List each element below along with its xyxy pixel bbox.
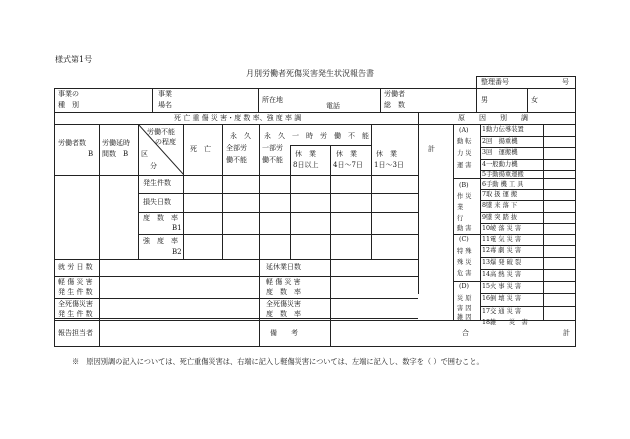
workers-label-1: 労働者 xyxy=(384,90,405,98)
all-casualty-count-1: 全死傷災害 xyxy=(58,300,93,308)
grand-total-label-a: 合 xyxy=(462,329,469,337)
group-a-label: (A) xyxy=(459,127,469,134)
leave-1-label: 休 業 xyxy=(376,150,397,158)
cause-item: 12毒 劇 災 害 xyxy=(482,247,522,254)
reporter-label: 報告担当者 xyxy=(58,329,93,337)
perm-partial-1: 永 久 xyxy=(264,132,285,140)
cause-item: 15火 事 災 害 xyxy=(482,283,522,290)
group-c-label: (C) xyxy=(459,236,469,243)
report-title: 月別労働者死傷災害発生状況報告書 xyxy=(246,69,374,78)
cause-item: 6手動 機 工 具 xyxy=(482,181,524,188)
group-b-text-1: 作 災 xyxy=(457,193,472,200)
footnote: ※ 原因別調の記入については、死亡重傷災害は、右端に記入し軽傷災害については、左端に記入し、数字を（ ）で囲むこと。 xyxy=(72,357,484,366)
perm-total-2: 全部労 xyxy=(226,144,247,152)
lost-days-label: 損失日数 xyxy=(143,198,171,206)
cause-item: 14高 熱 災 害 xyxy=(482,271,522,278)
cause-item: 2回 揚重機 xyxy=(482,138,518,145)
disability-degree-2: の程度 xyxy=(155,138,176,146)
male-label: 男 xyxy=(481,96,488,104)
severity-rate-unit: B2 xyxy=(172,248,182,256)
category-label-2: 分 xyxy=(150,162,157,170)
perm-partial-2: 一部労 xyxy=(262,144,283,152)
death-header: 死 亡 xyxy=(190,145,211,153)
cause-item: 10崚 落 災 害 xyxy=(482,225,522,232)
cause-item: 17交 通 災 害 xyxy=(482,308,522,315)
serial-number-label: 整理番号 xyxy=(481,78,509,86)
leave-8-label: 休 業 xyxy=(295,150,316,158)
address-label: 所在地 xyxy=(262,96,283,104)
cause-item: 3回 運搬機 xyxy=(482,149,518,156)
female-label: 女 xyxy=(531,96,538,104)
perm-total-1: 永 久 xyxy=(230,132,251,140)
group-d-text-2: 害 因 xyxy=(457,305,472,312)
total-header: 計 xyxy=(428,145,435,153)
work-hours-header-1: 労働延時 xyxy=(102,139,130,147)
minor-injury-rate-1: 軽 傷 災 害 xyxy=(266,278,301,286)
worker-count-unit: B xyxy=(88,150,94,158)
cause-item: 8墜 来 落 下 xyxy=(482,202,518,209)
work-hours-header-2: 間数 B xyxy=(102,150,129,158)
minor-injury-count-2: 発 生 件 数 xyxy=(58,288,93,296)
phone-label: 電話 xyxy=(326,102,340,110)
form-number: 様式第1号 xyxy=(55,55,93,64)
cause-section-title: 原 因 別 調 xyxy=(458,114,528,122)
business-type-label-1: 事業の xyxy=(58,90,79,98)
all-casualty-rate-1: 全死傷災害 xyxy=(266,300,301,308)
leave-4-label: 休 業 xyxy=(336,150,357,158)
all-casualty-count-2: 発 生 件 数 xyxy=(58,310,93,318)
cause-item: 4一般動力機 xyxy=(482,161,518,168)
business-type-label-2: 種 別 xyxy=(58,101,79,109)
minor-injury-count-1: 軽 傷 災 害 xyxy=(58,278,93,286)
group-d-text-1: 災 原 xyxy=(457,295,472,302)
group-b-text-2: 業 xyxy=(457,204,464,211)
leave-1-range: 1日～3日 xyxy=(374,161,404,169)
frequency-rate-label: 度 数 率 xyxy=(143,214,178,222)
perm-total-3: 働不能 xyxy=(226,156,247,164)
leave-8-range: 8日以上 xyxy=(293,161,319,169)
group-b-label: (B) xyxy=(459,182,469,189)
minor-injury-rate-2: 度 数 率 xyxy=(266,288,301,296)
group-b-text-3: 行 xyxy=(457,215,464,222)
group-c-text-3: 危 害 xyxy=(457,270,472,277)
group-a-text-2: 力 災 xyxy=(457,150,472,157)
leave-4-range: 4日～7日 xyxy=(333,161,363,169)
workers-label-2: 総 数 xyxy=(384,101,405,109)
grand-total-label-b: 計 xyxy=(563,329,570,337)
workplace-label-1: 事業 xyxy=(158,90,172,98)
cause-item: 11電 気 災 害 xyxy=(482,236,522,243)
cause-item: 1動力伝導装置 xyxy=(482,126,524,133)
cause-item: 7取 扱 運 搬 xyxy=(482,191,518,198)
group-d-text-3: 雑 因 xyxy=(457,314,472,321)
worker-count-header: 労働者数 xyxy=(58,139,86,147)
group-d-label: (D) xyxy=(459,283,469,290)
group-a-text-3: 運 害 xyxy=(457,162,472,169)
cause-item: 16倒 壊 災 害 xyxy=(482,295,522,302)
severity-rate-label: 強 度 率 xyxy=(143,237,178,245)
occurrence-count-label: 発生件数 xyxy=(143,179,171,187)
workplace-label-2: 場名 xyxy=(158,101,172,109)
number-suffix: 号 xyxy=(562,78,569,86)
temp-disability-header: 一 時 労 働 不 能 xyxy=(292,132,369,140)
cause-item: 13爆 発 破 裂 xyxy=(482,259,522,266)
cause-item: 5手動揚重運搬 xyxy=(482,171,524,178)
group-c-text-1: 特 殊 xyxy=(457,248,472,255)
group-b-text-4: 動 害 xyxy=(457,225,472,232)
cause-item: 18雑 災 害 xyxy=(482,319,528,326)
working-days-label: 就 労 日 数 xyxy=(58,263,93,271)
group-c-text-2: 殊 災 xyxy=(457,259,472,266)
total-leave-days-label: 延休業日数 xyxy=(266,263,301,271)
category-label-1: 区 xyxy=(141,150,148,158)
cause-item: 9墜 突 踏 抜 xyxy=(482,214,518,221)
frequency-rate-unit: B1 xyxy=(172,224,182,232)
remarks-label: 備 考 xyxy=(270,329,298,337)
group-a-text-1: 動 転 xyxy=(457,138,472,145)
perm-partial-3: 働不能 xyxy=(262,156,283,164)
disability-degree-1: 労働不能 xyxy=(147,128,175,136)
all-casualty-rate-2: 度 数 率 xyxy=(266,310,301,318)
fatal-injury-section-title: 死 亡 重 傷 災 害・度 数 率、強 度 率 調 xyxy=(174,114,302,122)
